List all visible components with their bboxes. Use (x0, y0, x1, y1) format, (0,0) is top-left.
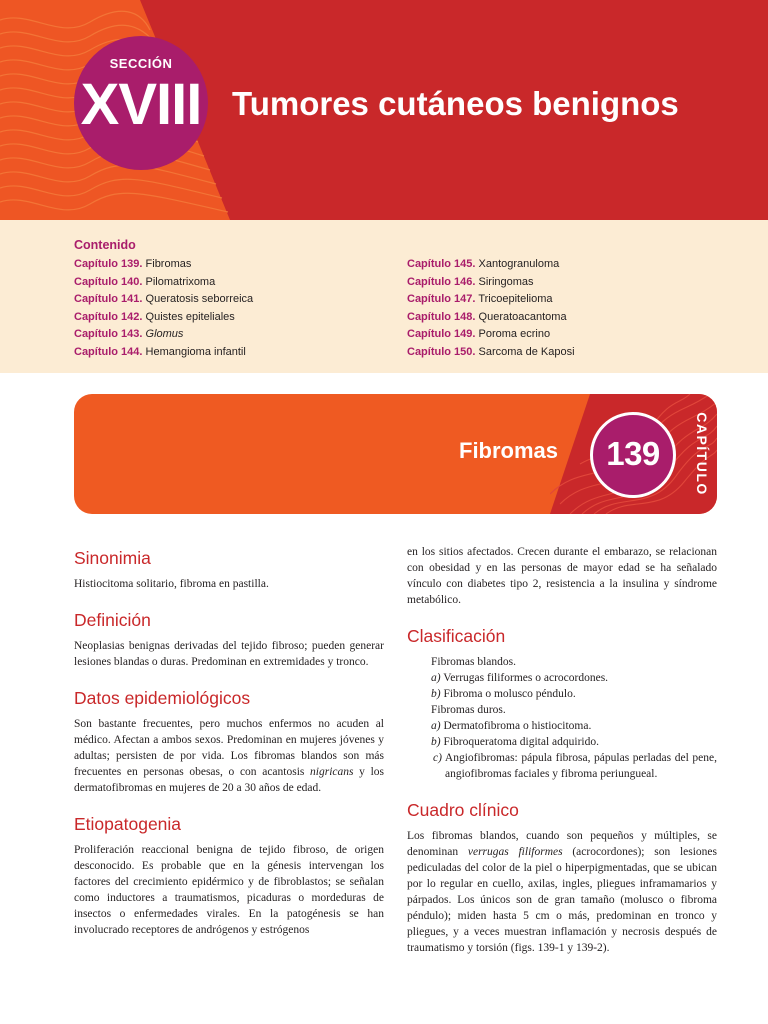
chapter-number: 139 (606, 435, 660, 472)
toc-item (407, 344, 575, 362)
toc-chapter-name: Tricoepitelioma (478, 293, 553, 305)
toc-chapter-name: Queratoacantoma (478, 310, 567, 323)
classification-group-label: Fibromas blandos. (431, 656, 516, 668)
list-text: Dermatofibroma o histiocitoma. (443, 720, 592, 732)
section-label: SECCIÓN (109, 56, 173, 71)
text-segment: Los fibromas blandos, cuando son pequeños y múltiples, se denominan (407, 830, 717, 858)
text-emphasis: nigricans (310, 766, 354, 778)
paragraph-definicion: Neoplasias benignas derivadas del tejido fibroso; pueden generar lesiones blandas o duras. Predominan en extremidades y tronco. (74, 640, 384, 668)
list-text: Fibroqueratoma digital adquirido. (443, 736, 600, 748)
toc-item (74, 274, 253, 292)
heading-etiopatogenia: Etiopatogenia (74, 814, 182, 834)
toc-chapter-number: Capítulo 142. (74, 310, 143, 323)
toc-chapter-name: Xantogranuloma (478, 258, 560, 270)
toc-item (74, 256, 253, 274)
toc-chapter-name: Queratosis seborreica (145, 293, 254, 305)
heading-datos-epidemiologicos: Datos epidemiológicos (74, 688, 251, 708)
body-left-column (74, 546, 384, 938)
paragraph-cuadro-clinico (407, 828, 717, 956)
body-right-column (407, 544, 717, 956)
contents-title: Contenido (74, 238, 136, 252)
section-title: Tumores cutáneos benignos (232, 85, 679, 122)
text-segment: (acrocordones); son lesiones pediculadas del color de la piel o hiperpigmentadas, que se ubican por lo regular en cuello, axilas, ingles, pliegues inframamarios y párpados. Los únicos son de gran tamaño (molusco o fibroma péndulo); miden hasta 5 cm o más, predominan en tronco y pliegues, y a veces muestran inflamación y necrosis después de traumatismo y torsión (figs. 139-1 y 139-2). (407, 846, 717, 954)
list-text: Angiofibromas: pápula fibrosa, pápulas perladas del pene, angiofibromas faciales y fibroma periungueal. (444, 752, 717, 780)
chapter-title: Fibromas (459, 438, 559, 463)
chapter-banner (74, 394, 717, 514)
toc-chapter-name: Fibromas (145, 258, 192, 270)
toc-chapter-name: Poroma ecrino (478, 328, 551, 340)
heading-definicion: Definición (74, 610, 151, 630)
toc-item (74, 291, 253, 309)
paragraph-etiopatogenia-continued: en los sitios afectados. Crecen durante el embarazo, se relacionan con obesidad y en las personas de mayor edad se ha señalado vínculo con diabetes tipo 2, resistencia a la insulina y síndrome metabólico. (407, 546, 717, 606)
toc-item (407, 291, 575, 309)
toc-chapter-number: Capítulo 140. (74, 275, 143, 288)
toc-item (407, 274, 575, 292)
toc-right-column (407, 256, 575, 361)
paragraph-datos-epidemiologicos (74, 716, 384, 796)
toc-chapter-number: Capítulo 149. (407, 328, 476, 340)
toc-chapter-name: Hemangioma infantil (145, 345, 246, 358)
list-text: Fibroma o molusco péndulo. (443, 688, 576, 700)
classification-group-label: Fibromas duros. (431, 704, 506, 716)
toc-item (74, 344, 253, 362)
section-header (0, 0, 768, 220)
toc-chapter-number: Capítulo 144. (74, 345, 143, 358)
text-segment: y los dermatofibromas en mujeres de 20 a 30 años de edad. (74, 766, 385, 794)
list-marker: a) (431, 720, 441, 732)
section-number: XVIII (80, 72, 202, 137)
toc-chapter-name: Siringomas (478, 275, 534, 288)
toc-chapter-name: Glomus (145, 328, 184, 340)
paragraph-sinonimia: Histiocitoma solitario, fibroma en pastilla. (74, 578, 269, 590)
list-item (431, 718, 717, 734)
list-item (431, 750, 717, 782)
heading-sinonimia: Sinonimia (74, 548, 151, 568)
toc-left-column (74, 256, 253, 361)
toc-chapter-number: Capítulo 139. (74, 258, 143, 270)
toc-item (407, 309, 575, 327)
text-emphasis: verrugas filiformes (467, 846, 563, 858)
toc-item (74, 309, 253, 327)
toc-item (74, 326, 253, 344)
toc-chapter-name: Sarcoma de Kaposi (478, 345, 575, 358)
heading-cuadro-clinico: Cuadro clínico (407, 800, 519, 820)
heading-clasificacion: Clasificación (407, 626, 506, 646)
chapter-word-vertical: CAPÍTULO (694, 412, 710, 496)
list-marker: a) (431, 672, 441, 684)
toc-chapter-number: Capítulo 145. (407, 258, 476, 270)
toc-chapter-number: Capítulo 150. (407, 345, 476, 358)
paragraph-etiopatogenia: Proliferación reaccional benigna de tejido fibroso, de origen desconocido. Es probable que en la génesis intervengan los factores del crecimiento epidérmico y de fibroblastos; se señalan como inductores a traumatismos, picaduras o mordeduras de insectos o enfermedades virales. En la patogénesis se han involucrado receptores de andrógenos y estrógenos (74, 844, 384, 936)
list-marker: c) (433, 752, 442, 764)
list-marker: b) (431, 736, 441, 748)
list-item (431, 670, 717, 686)
toc-chapter-number: Capítulo 143. (74, 328, 143, 340)
toc-chapter-name: Quistes epiteliales (145, 310, 235, 323)
list-text: Verrugas filiformes o acrocordones. (443, 672, 609, 684)
list-item (431, 734, 717, 750)
toc-chapter-number: Capítulo 148. (407, 310, 476, 323)
classification-list (407, 654, 717, 782)
toc-item (407, 256, 575, 274)
list-marker: b) (431, 688, 441, 700)
toc-chapter-number: Capítulo 141. (74, 293, 143, 305)
toc-chapter-number: Capítulo 146. (407, 275, 476, 288)
toc-chapter-number: Capítulo 147. (407, 293, 476, 305)
text-segment: Son bastante frecuentes, pero muchos enfermos no acuden al médico. Afectan a ambos sexos. Predominan en mujeres jóvenes y adultas; persisten de por vida. Los fibromas blandos son más frecuentes en personas obesas, o con acantosis (74, 718, 384, 778)
list-item (431, 686, 717, 702)
toc-chapter-name: Pilomatrixoma (145, 275, 216, 288)
toc-item (407, 326, 575, 344)
contents-box (0, 220, 768, 373)
